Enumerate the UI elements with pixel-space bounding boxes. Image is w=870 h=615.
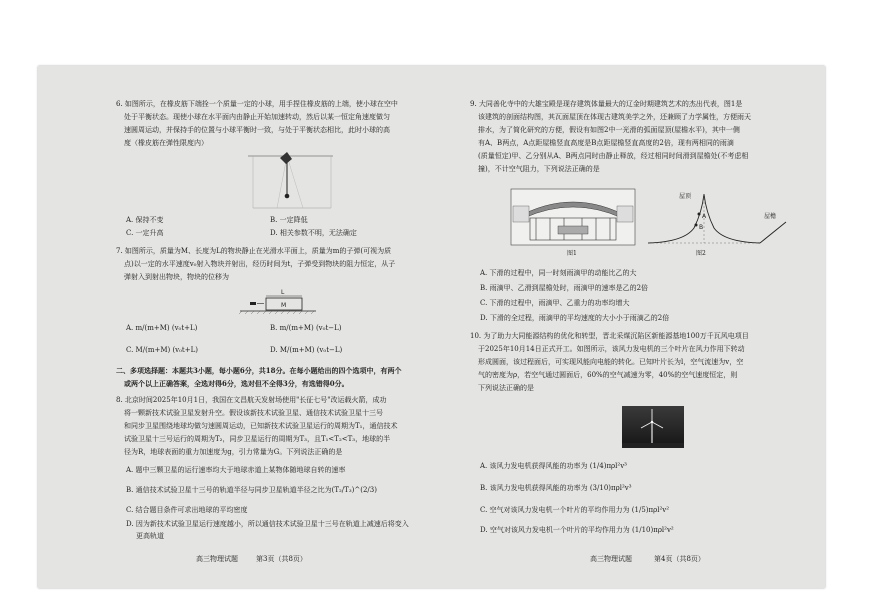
q10-line-3: 形成圆面，该过程面后，可实现风能向电能的转化。已知叶片长为l，空气流速为v，空 bbox=[478, 358, 744, 366]
q10-wind-turbine-photo bbox=[622, 406, 684, 448]
q7-line-3: 弹射入到射出物块，物块的位移为 bbox=[124, 273, 229, 281]
q6-line-3: 速圆周运动，并保持手的位置与小球平衡时一致，与处于平衡状态相比，此时小球的高 bbox=[124, 126, 390, 134]
q8-option-a: A. 题中三颗卫星的运行速率均大于地球赤道上某物体随地球自转的速率 bbox=[126, 466, 346, 474]
q6-option-c: C. 一定升高 bbox=[126, 229, 164, 237]
q8-line-4: 试验卫星十三号运行的周期为T₂，同步卫星运行的周期为T₃，且T₁<T₂<T₃，地球的半 bbox=[124, 435, 391, 443]
q7-option-b: B. m/(m+M) (v₀t−L) bbox=[270, 324, 342, 332]
q6-option-b: B. 一定降低 bbox=[270, 216, 308, 224]
q10-line-2: 于2025年10月14日正式开工。如图所示，该风力发电机的三个叶片在风力作用下转动 bbox=[478, 345, 745, 353]
q9-figure-2 bbox=[644, 188, 794, 248]
q9-option-a: A. 下滑的过程中，同一时刻雨滴甲的动能比乙的大 bbox=[480, 269, 637, 277]
q10-option-a: A. 该风力发电机获得风能的功率为 (1/4)πρl²v³ bbox=[480, 462, 627, 470]
q7-option-d: D. M/(m+M) (v₀t−L) bbox=[270, 346, 343, 354]
q6-line-4: 度（橡皮筋在弹性限度内） bbox=[124, 139, 208, 147]
q9-option-c: C. 下滑的过程中，雨滴甲、乙重力的功率均增大 bbox=[480, 299, 630, 307]
q8-line-1: 8. 北京时间2025年10月1日，我国在文昌航天发射场使用"长征七号"改运载火箭，成功 bbox=[116, 396, 387, 404]
q9-eave-label: 屋檐 bbox=[764, 213, 777, 220]
exam-sheet bbox=[38, 66, 825, 588]
q9-point-b: B bbox=[699, 224, 704, 231]
q10-line-5: 下列说法正确的是 bbox=[478, 384, 534, 392]
q7-line-1: 7. 如图所示，质量为M、长度为L的物块静止在光滑水平面上，质量为m的子弹(可视为质 bbox=[116, 247, 392, 255]
q9-figure-2-caption: 图2 bbox=[696, 250, 706, 257]
q7-figure-label-l: L bbox=[281, 289, 285, 296]
q9-line-6: 撞)，不计空气阻力，下列说法正确的是 bbox=[478, 165, 600, 173]
q9-line-3: 排水，为了简化研究的方便，假设有如图2中一光滑的弧面屋顶(屋檐水平)，其中一侧 bbox=[478, 126, 740, 134]
q9-line-5: (质量恒定)甲、乙分别从A、B两点同时由静止释放，经过相同时间滑到屋檐处(不考虑相 bbox=[478, 152, 749, 160]
q8-line-3: 和同步卫星围绕地球均做匀速圆周运动，已知新技术试验卫星运行的周期为T₁，通信技术 bbox=[124, 422, 398, 430]
q6-figure bbox=[243, 150, 338, 212]
q7-figure-label-m: M bbox=[281, 302, 287, 309]
q7-option-a: A. m/(m+M) (v₀t+L) bbox=[126, 324, 198, 332]
q9-option-d: D. 下滑的全过程，雨滴甲的平均速度的大小小于雨滴乙的2倍 bbox=[480, 314, 670, 322]
q9-point-a: A bbox=[702, 213, 707, 220]
section-2-heading-cont: 或两个以上正确答案，全选对得6分，选对但不全得3分，有选错得0分。 bbox=[124, 379, 349, 388]
q7-line-2: 点)以一定的水平速度v₀射入物块并射出，经历时间为t，子弹受到物块的阻力恒定，从子 bbox=[124, 260, 396, 268]
q8-option-b: B. 通信技术试验卫星十三号的轨道半径与同步卫星轨道半径之比为(T₂/T₃)^(2/3) bbox=[126, 486, 377, 494]
q9-figure-1-caption: 图1 bbox=[567, 250, 577, 257]
q7-option-c: C. M/(m+M) (v₀t+L) bbox=[126, 346, 198, 354]
right-footer-page: 第4页（共8页） bbox=[654, 555, 705, 563]
right-page bbox=[432, 66, 825, 588]
q9-figure-1 bbox=[510, 188, 636, 246]
q6-line-1: 6. 如图所示，在橡皮筋下端拴一个质量一定的小球，用手捏住橡皮筋的上端，使小球在空中 bbox=[116, 100, 398, 108]
left-footer-subject: 高三物理试题 bbox=[196, 555, 238, 563]
q9-line-4: 有A、B两点，A点距屋檐竖直高度是B点距屋檐竖直高度的2倍，现有两相同的雨滴 bbox=[478, 139, 734, 147]
q9-roof-label: 屋顶 bbox=[679, 193, 692, 200]
q10-line-4: 气的密度为ρ，若空气通过圆面后，60%的空气减速为零，40%的空气速度恒定，则 bbox=[478, 371, 738, 379]
q8-line-2: 将一颗新技术试验卫星发射升空。假设该新技术试验卫星、通信技术试验卫星十三号 bbox=[124, 409, 383, 417]
q8-option-d-cont: 更高轨道 bbox=[136, 532, 164, 540]
q6-option-a: A. 保持不变 bbox=[126, 216, 164, 224]
q8-line-5: 径为R，地球表面的重力加速度为g，引力常量为G。下列说法正确的是 bbox=[124, 448, 343, 456]
q9-option-b: B. 雨滴甲、乙滑到屋檐处时，雨滴甲的速率是乙的2倍 bbox=[480, 284, 649, 292]
section-2-heading: 二、多项选择题：本题共3小题，每小题6分，共18分。在每小题给出的四个选项中，有两个 bbox=[116, 366, 402, 375]
q9-line-1: 9. 大同善化寺中的大雄宝殿是现存建筑体量最大的辽金时期建筑艺术的杰出代表，图1是 bbox=[470, 100, 743, 108]
q6-option-d: D. 相关参数不明，无法确定 bbox=[270, 229, 357, 237]
q6-line-2: 处于平衡状态。现使小球在水平面内由静止开始加速转动，然后以某一恒定角速度做匀 bbox=[124, 113, 390, 121]
right-footer-subject: 高三物理试题 bbox=[590, 555, 632, 563]
left-page bbox=[38, 66, 428, 588]
q10-option-b: B. 该风力发电机获得风能的功率为 (3/10)πρl²v³ bbox=[480, 484, 632, 492]
q10-option-d: D. 空气对该风力发电机一个叶片的平均作用力为 (1/10)πρl²v² bbox=[480, 526, 674, 534]
q8-option-c: C. 结合题目条件可求出地球的平均密度 bbox=[126, 506, 248, 514]
q7-figure bbox=[238, 286, 318, 316]
left-footer-page: 第3页（共8页） bbox=[256, 555, 307, 563]
q9-line-2: 该建筑的剖面结构图，其瓦面屋顶在体现古建筑美学之外，还兼顾了力学属性，方便雨天 bbox=[478, 113, 751, 121]
q10-line-1: 10. 为了助力大同能源结构的优化和转型，晋北采煤沉陷区新能源基地100万千瓦风电项目 bbox=[470, 332, 749, 340]
q10-option-c: C. 空气对该风力发电机一个叶片的平均作用力为 (1/5)πρl²v² bbox=[480, 506, 670, 514]
q8-option-d: D. 因为新技术试验卫星运行速度越小，所以通信技术试验卫星十三号在轨道上减速后将变入 bbox=[126, 520, 409, 528]
